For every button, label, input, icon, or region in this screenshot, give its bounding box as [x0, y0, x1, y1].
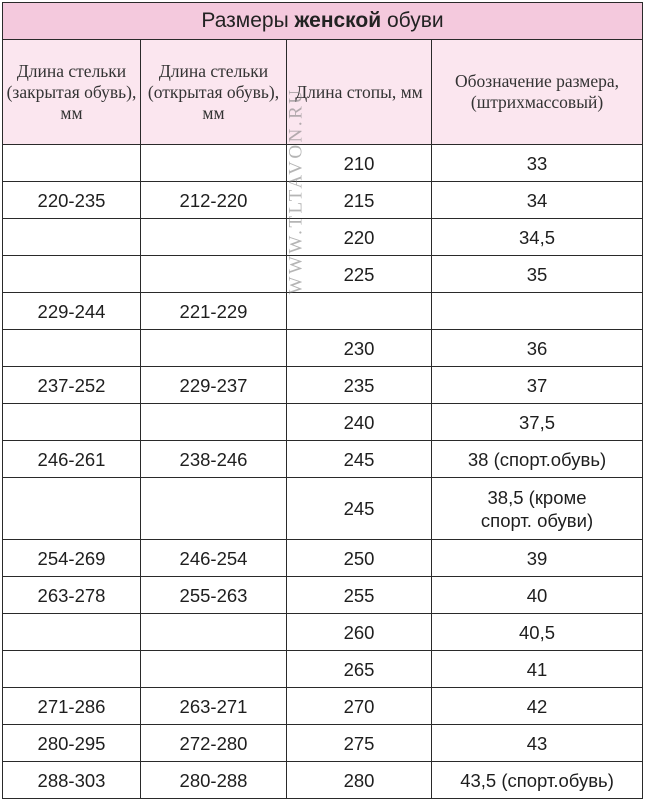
table-row [3, 256, 643, 293]
cell-foot-length: 220 [287, 219, 432, 256]
cell-foot-length: 260 [287, 614, 432, 651]
cell-foot-length: 255 [287, 577, 432, 614]
cell-size: 40,5 [432, 614, 643, 651]
cell-insole-closed [3, 145, 141, 182]
table-row [3, 293, 643, 330]
cell-insole-open [141, 404, 287, 441]
cell-size: 33 [432, 145, 643, 182]
cell-insole-open: 221-229 [141, 293, 287, 330]
cell-insole-closed: 246-261 [3, 441, 141, 478]
table-row [3, 182, 643, 219]
cell-insole-closed [3, 651, 141, 688]
cell-foot-length: 230 [287, 330, 432, 367]
cell-insole-open: 229-237 [141, 367, 287, 404]
cell-insole-open [141, 219, 287, 256]
header-foot-length: Длина стопы, мм [287, 40, 432, 145]
table-row [3, 762, 643, 799]
table-row [3, 725, 643, 762]
table-row [3, 577, 643, 614]
women-shoe-size-table [2, 2, 643, 799]
table-row [3, 651, 643, 688]
cell-insole-open: 246-254 [141, 540, 287, 577]
cell-foot-length: 270 [287, 688, 432, 725]
table-body [3, 145, 643, 799]
cell-insole-open [141, 330, 287, 367]
table-row [3, 441, 643, 478]
cell-insole-closed [3, 219, 141, 256]
cell-foot-length: 250 [287, 540, 432, 577]
cell-foot-length: 215 [287, 182, 432, 219]
table-row [3, 330, 643, 367]
header-insole-closed: Длина стельки (закрытая обувь), мм [3, 40, 141, 145]
table-title: Размеры женской обуви [3, 3, 643, 40]
cell-foot-length [287, 293, 432, 330]
cell-foot-length: 265 [287, 651, 432, 688]
cell-insole-open: 238-246 [141, 441, 287, 478]
cell-foot-length: 280 [287, 762, 432, 799]
cell-insole-closed [3, 256, 141, 293]
cell-insole-open: 212-220 [141, 182, 287, 219]
cell-insole-closed: 254-269 [3, 540, 141, 577]
cell-size: 40 [432, 577, 643, 614]
table-row [3, 145, 643, 182]
cell-insole-closed: 280-295 [3, 725, 141, 762]
cell-size: 38,5 (кроме спорт. обуви) [432, 478, 643, 540]
table-row [3, 478, 643, 540]
cell-insole-closed: 271-286 [3, 688, 141, 725]
cell-size: 42 [432, 688, 643, 725]
cell-insole-open: 272-280 [141, 725, 287, 762]
table-row [3, 614, 643, 651]
cell-insole-closed: 288-303 [3, 762, 141, 799]
table-row [3, 367, 643, 404]
cell-size: 39 [432, 540, 643, 577]
cell-size: 43 [432, 725, 643, 762]
cell-foot-length: 275 [287, 725, 432, 762]
cell-insole-open [141, 478, 287, 540]
table-row [3, 219, 643, 256]
watermark-text: WWW.TLTAVON.RU [285, 87, 306, 295]
cell-size: 43,5 (спорт.обувь) [432, 762, 643, 799]
cell-insole-closed [3, 614, 141, 651]
cell-size: 34 [432, 182, 643, 219]
cell-insole-open [141, 256, 287, 293]
cell-insole-open: 263-271 [141, 688, 287, 725]
cell-size: 36 [432, 330, 643, 367]
cell-insole-closed: 229-244 [3, 293, 141, 330]
cell-insole-open [141, 651, 287, 688]
cell-size [432, 293, 643, 330]
cell-foot-length: 225 [287, 256, 432, 293]
cell-insole-closed [3, 404, 141, 441]
cell-insole-closed: 220-235 [3, 182, 141, 219]
cell-foot-length: 245 [287, 478, 432, 540]
cell-foot-length: 210 [287, 145, 432, 182]
cell-size: 37,5 [432, 404, 643, 441]
header-insole-open: Длина стельки (открытая обувь), мм [141, 40, 287, 145]
header-size-designation: Обозначение размера, (штрихмассовый) [432, 40, 643, 145]
cell-insole-closed [3, 330, 141, 367]
cell-insole-closed: 237-252 [3, 367, 141, 404]
cell-insole-open [141, 614, 287, 651]
cell-size: 34,5 [432, 219, 643, 256]
cell-size: 35 [432, 256, 643, 293]
cell-size: 41 [432, 651, 643, 688]
cell-insole-open: 280-288 [141, 762, 287, 799]
cell-insole-closed [3, 478, 141, 540]
cell-insole-closed: 263-278 [3, 577, 141, 614]
cell-size: 38 (спорт.обувь) [432, 441, 643, 478]
table-row [3, 540, 643, 577]
cell-size: 37 [432, 367, 643, 404]
cell-foot-length: 245 [287, 441, 432, 478]
table-row [3, 404, 643, 441]
cell-foot-length: 240 [287, 404, 432, 441]
cell-foot-length: 235 [287, 367, 432, 404]
cell-insole-open: 255-263 [141, 577, 287, 614]
cell-insole-open [141, 145, 287, 182]
table-row [3, 688, 643, 725]
